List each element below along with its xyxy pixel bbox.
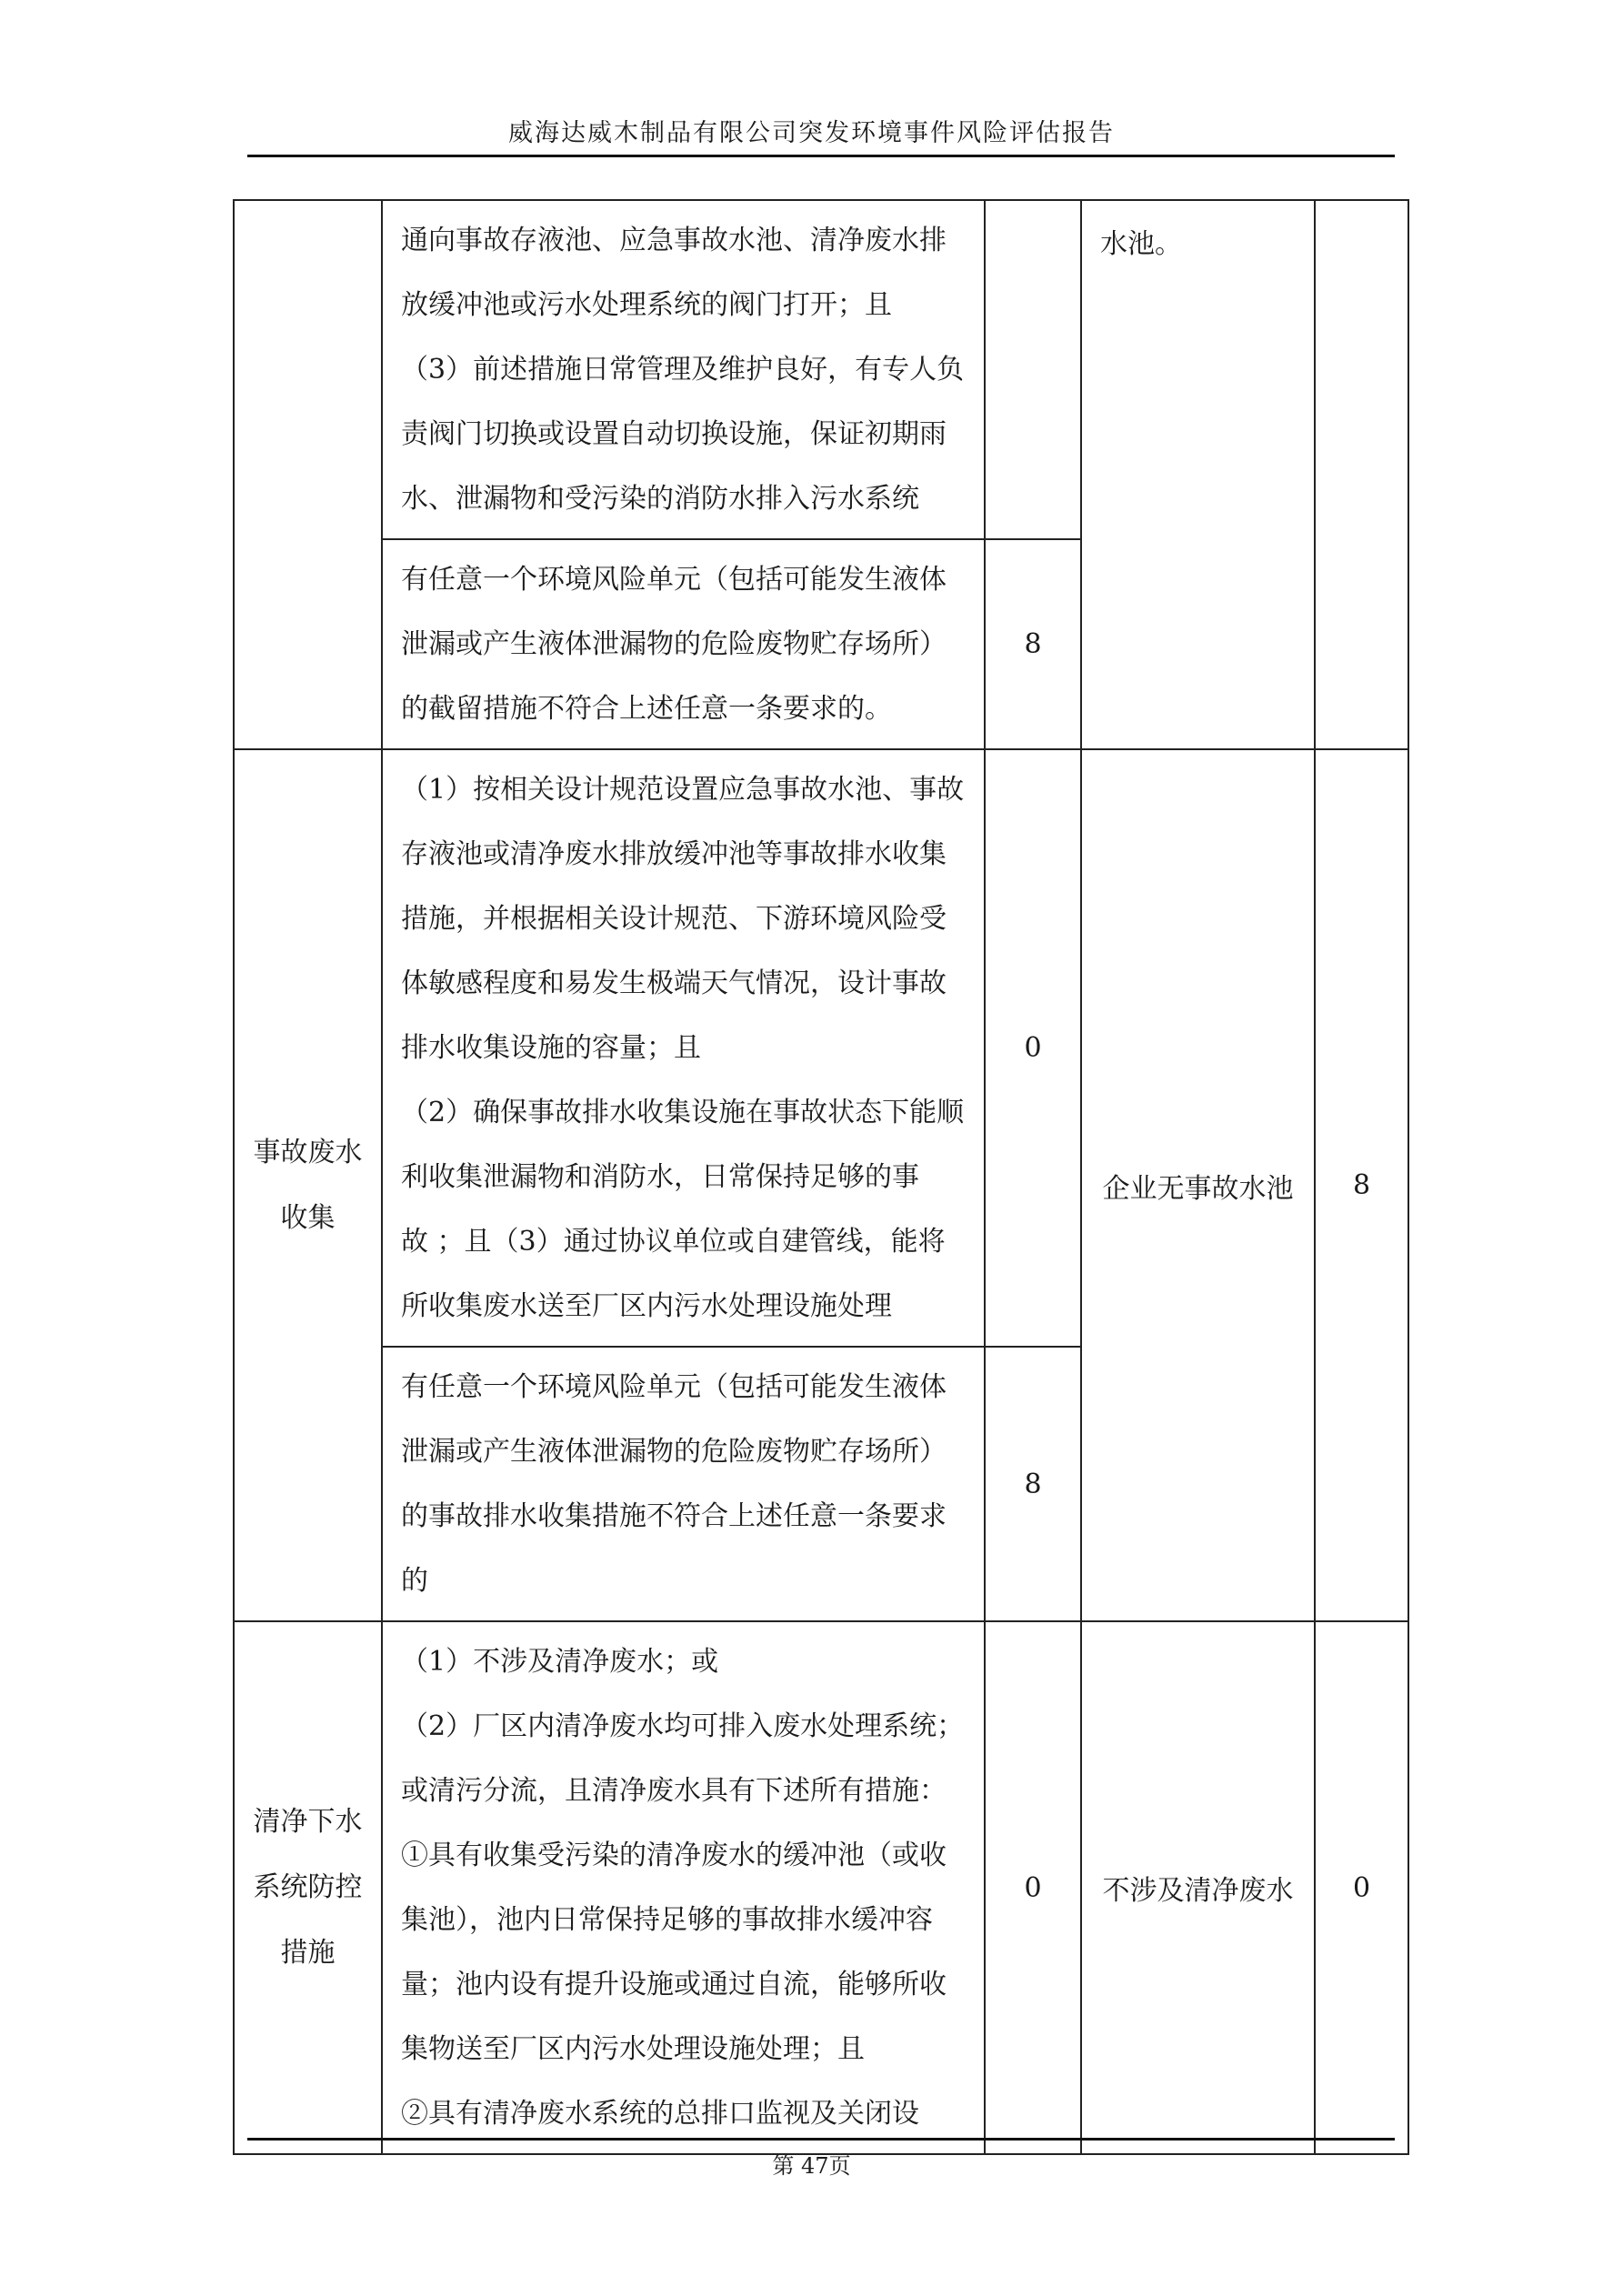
requirement-line: 体敏感程度和易发生极端天气情况，设计事故 xyxy=(401,968,947,999)
requirement-cell xyxy=(382,1347,985,1621)
category-line: 系统防控 xyxy=(253,1871,363,1903)
description-text: 不涉及清净废水 xyxy=(1102,1875,1294,1907)
result-cell xyxy=(1315,200,1408,749)
requirement-line: 集池），池内日常保持足够的事故排水缓冲容 xyxy=(401,1904,933,1936)
requirement-cell xyxy=(382,539,985,749)
header-rule xyxy=(247,155,1395,157)
category-line: 收集 xyxy=(280,1201,336,1234)
requirement-line: 通向事故存液池、应急事故水池、清净废水排 xyxy=(401,225,947,256)
requirement-line: 量；池内设有提升设施或通过自流，能够所收 xyxy=(401,1969,947,2000)
document-header-title: 威海达威木制品有限公司突发环境事件风险评估报告 xyxy=(508,119,1115,147)
score-value: 8 xyxy=(1024,1468,1042,1500)
requirement-line: （3）前述措施日常管理及维护良好，有专人负 xyxy=(401,354,965,386)
score-value: 0 xyxy=(1024,1032,1042,1064)
requirement-line: 利收集泄漏物和消防水，日常保持足够的事 xyxy=(401,1161,919,1193)
score-cell xyxy=(985,1347,1081,1621)
score-cell xyxy=(985,749,1081,1347)
requirement-line: （2）确保事故排水收集设施在事故状态下能顺 xyxy=(401,1097,965,1128)
category-cell xyxy=(234,749,382,1621)
description-cell xyxy=(1081,1621,1315,2154)
score-cell xyxy=(985,539,1081,749)
requirement-line: 存液池或清净废水排放缓冲池等事故排水收集 xyxy=(401,838,947,870)
requirement-line: 的 xyxy=(401,1565,428,1597)
category-cell-continued xyxy=(234,200,382,749)
requirement-line: 放缓冲池或污水处理系统的阀门打开；且 xyxy=(401,289,892,321)
score-cell xyxy=(985,1621,1081,2154)
requirement-line: （2）厂区内清净废水均可排入废水处理系统； xyxy=(401,1710,965,1742)
page-number: 第 47页 xyxy=(772,2153,851,2179)
requirement-line: 所收集废水送至厂区内污水处理设施处理 xyxy=(401,1290,892,1322)
table-row xyxy=(234,749,1408,1347)
requirement-cell xyxy=(382,200,985,539)
description-text: 企业无事故水池 xyxy=(1102,1172,1294,1205)
requirement-line: 集物送至厂区内污水处理设施处理；且 xyxy=(401,2033,865,2065)
requirement-line: 的截留措施不符合上述任意一条要求的。 xyxy=(401,693,892,725)
risk-assessment-table xyxy=(233,199,1409,2155)
requirement-line: 泄漏或产生液体泄漏物的危险废物贮存场所） xyxy=(401,628,947,660)
requirement-line: （1）不涉及清净废水；或 xyxy=(401,1646,719,1678)
table-row xyxy=(234,1621,1408,2154)
requirement-line: 排水收集设施的容量；且 xyxy=(401,1032,701,1064)
score-cell xyxy=(985,200,1081,539)
description-cell xyxy=(1081,749,1315,1621)
result-value: 0 xyxy=(1352,1871,1371,1904)
requirement-line: 责阀门切换或设置自动切换设施，保证初期雨 xyxy=(401,418,947,450)
requirement-cell xyxy=(382,1621,985,2154)
requirement-line: 故 ；且（3）通过协议单位或自建管线，能将 xyxy=(401,1226,946,1258)
score-value: 0 xyxy=(1024,1871,1042,1904)
category-line: 措施 xyxy=(280,1937,336,1969)
requirement-line: 水、泄漏物和受污染的消防水排入污水系统 xyxy=(401,483,919,515)
requirement-line: 有任意一个环境风险单元（包括可能发生液体 xyxy=(401,1371,947,1403)
requirement-line: ①具有收集受污染的清净废水的缓冲池（或收 xyxy=(401,1840,947,1871)
result-cell xyxy=(1315,749,1408,1621)
description-cell xyxy=(1081,200,1315,749)
score-value: 8 xyxy=(1024,628,1042,660)
requirement-cell xyxy=(382,749,985,1347)
requirement-line: ②具有清净废水系统的总排口监视及关闭设 xyxy=(401,2098,919,2130)
requirement-line: 措施，并根据相关设计规范、下游环境风险受 xyxy=(401,903,947,935)
category-cell xyxy=(234,1621,382,2154)
result-value: 8 xyxy=(1352,1169,1371,1201)
category-line: 清净下水 xyxy=(253,1806,363,1838)
requirement-line: 或清污分流，且清净废水具有下述所有措施： xyxy=(401,1775,947,1807)
result-cell xyxy=(1315,1621,1408,2154)
description-text: 水池。 xyxy=(1100,228,1182,260)
table-row xyxy=(234,200,1408,539)
requirement-line: （1）按相关设计规范设置应急事故水池、事故 xyxy=(401,774,965,806)
requirement-line: 泄漏或产生液体泄漏物的危险废物贮存场所） xyxy=(401,1436,947,1468)
footer-rule xyxy=(247,2138,1395,2141)
requirement-line: 有任意一个环境风险单元（包括可能发生液体 xyxy=(401,564,947,596)
requirement-line: 的事故排水收集措施不符合上述任意一条要求 xyxy=(401,1500,947,1532)
category-line: 事故废水 xyxy=(253,1136,363,1168)
